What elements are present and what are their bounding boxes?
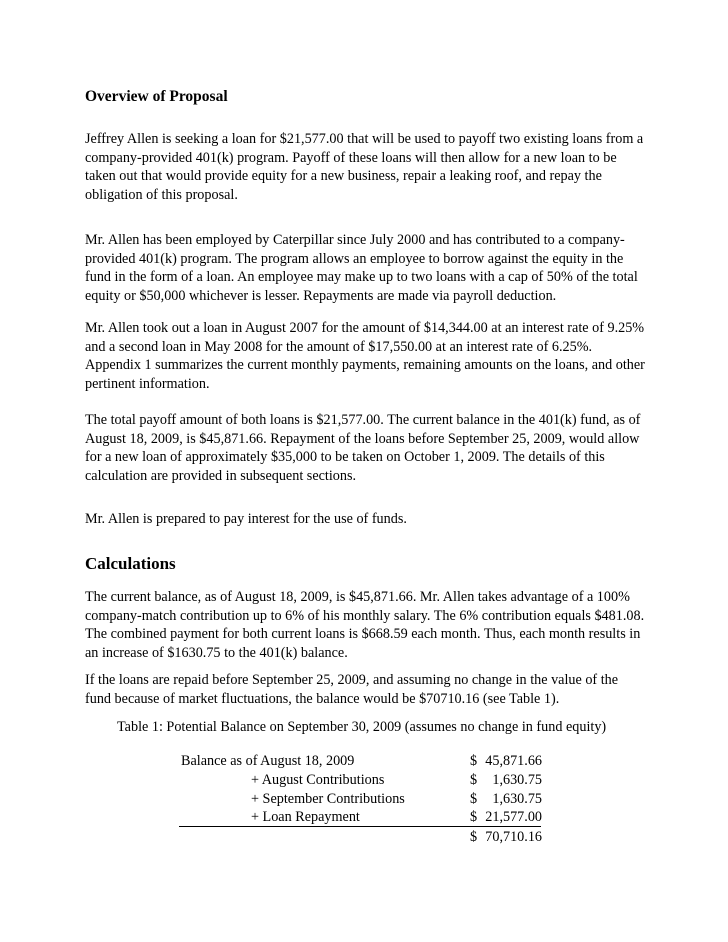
table1-row-label: + August Contributions — [251, 772, 385, 788]
table1-row-amount: 1,630.75 — [492, 791, 542, 807]
table1-row-label: + Loan Repayment — [251, 809, 360, 825]
table1-row-amount: 21,577.00 — [485, 809, 542, 825]
table1-row-currency: $ — [470, 809, 478, 825]
table1-total-amount: 70,710.16 — [485, 829, 542, 845]
table1-row-currency: $ — [470, 753, 478, 769]
calculations-heading: Calculations — [85, 554, 176, 573]
overview-heading: Overview of Proposal — [85, 88, 228, 105]
table1-row-currency: $ — [470, 772, 478, 788]
table1-caption: Table 1: Potential Balance on September 30, 2009 (assumes no change in fund equity) — [117, 719, 607, 735]
overview-paragraph-3: Mr. Allen took out a loan in August 2007 for the amount of $14,344.00 at an interest rate of 9.25% and a second loan in May 2008 for the amount of $17,550.00 at an interest rate of 6.25%. Appendix 1 summarizes the current monthly payments, remaining amounts on the loans, and other pertinent information. — [85, 320, 645, 392]
table1-row-label: + September Contributions — [251, 791, 405, 807]
calculations-paragraph-1: The current balance, as of August 18, 2009, is $45,871.66. Mr. Allen takes advantage of a 100% company-match contribution up to 6% of his monthly salary. The 6% contribution equals $481.08. The combined payment for both current loans is $668.59 each month. Thus, each month results in an increase of $1630.75 to the 401(k) balance. — [85, 589, 645, 661]
table1-total-currency: $ — [470, 829, 478, 845]
table1-total-rule — [179, 826, 541, 827]
overview-paragraph-4: The total payoff amount of both loans is $21,577.00. The current balance in the 401(k) fund, as of August 18, 2009, is $45,871.66. Repayment of the loans before September 25, 2009, would allow for a new loan of approximately $35,000 to be taken on October 1, 2009. The details of this calculation are provided in subsequent sections. — [85, 412, 641, 484]
overview-paragraph-2: Mr. Allen has been employed by Caterpillar since July 2000 and has contributed to a company-provided 401(k) program. The program allows an employee to borrow against the equity in the fund in the form of a loan. An employee may make up to two loans with a cap of 50% of the total equity or $50,000 whichever is lesser. Repayments are made via payroll deduction. — [85, 232, 638, 304]
overview-paragraph-1: Jeffrey Allen is seeking a loan for $21,577.00 that will be used to payoff two existing loans from a company-provided 401(k) program. Payoff of these loans will then allow for a new loan to be taken out that would provide equity for a new business, repair a leaking roof, and repay the obligation of this proposal. — [85, 131, 644, 203]
overview-paragraph-5: Mr. Allen is prepared to pay interest for the use of funds. — [85, 511, 407, 527]
table1-row-label: Balance as of August 18, 2009 — [181, 753, 355, 769]
table1-row-currency: $ — [470, 791, 478, 807]
table1-row-amount: 1,630.75 — [492, 772, 542, 788]
calculations-paragraph-2: If the loans are repaid before September 25, 2009, and assuming no change in the value of the fund because of market fluctuations, the balance would be $70710.16 (see Table 1). — [85, 672, 619, 707]
table1-row-amount: 45,871.66 — [485, 753, 542, 769]
